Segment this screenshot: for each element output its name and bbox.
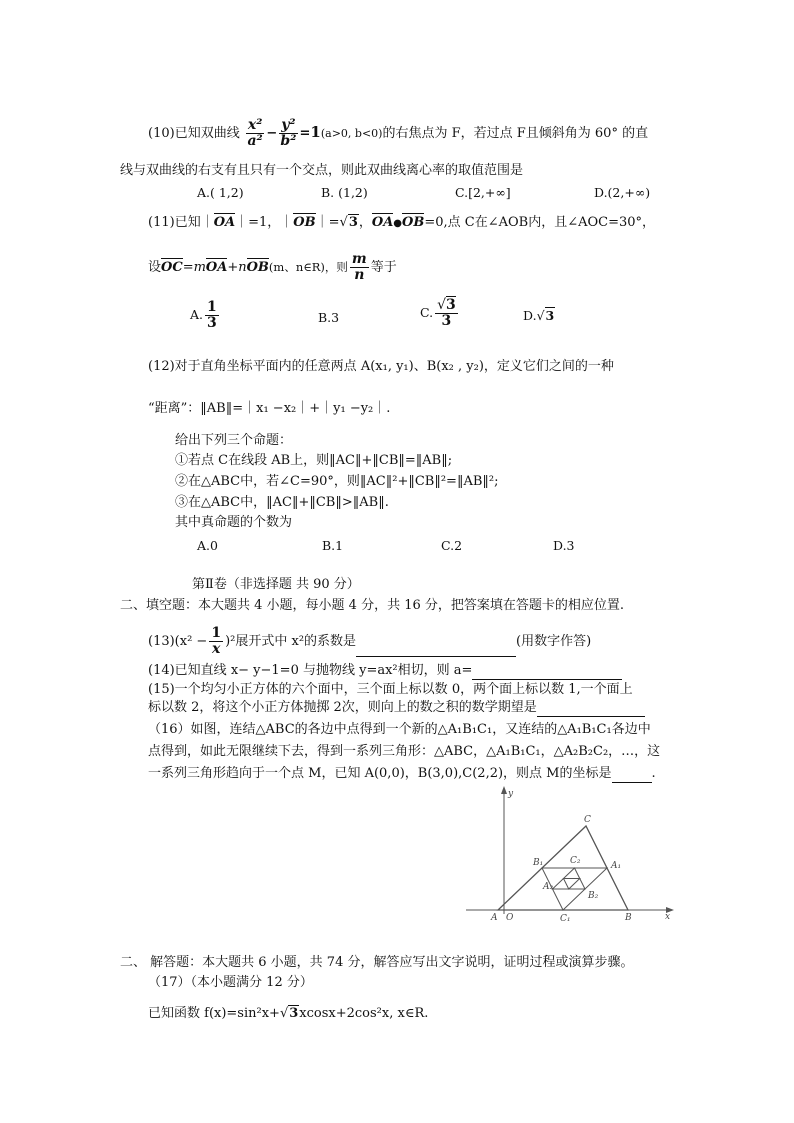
triangle-figure <box>462 786 682 926</box>
q13-line: (13)(x² − $\frac{1}{x}$ )²展开式中 x²的系数是 (用数字作答) <box>148 625 592 657</box>
q11-line1: (11)已知｜OA｜=1，｜OB｜=√3，OA●OB=0,点 C在∠AOB内，且∠AOC=30°， <box>148 215 656 230</box>
label-y: y <box>508 789 514 799</box>
label-c: C <box>584 815 591 825</box>
q16-line1: （16）如图，连结△ABC的各边中点得到一个新的△A₁B₁C₁，又连结的△A₁B₁C₁各边中 <box>148 722 651 737</box>
q10-option-c: C.[2,+∞] <box>455 185 511 200</box>
q10-line1: (10)已知双曲线 $\frac{\text{x²}}{\text{a²}}$ − $\frac{\text{y²}}{\text{b²}}$ =1(a>0, b<0)的右焦点为 F，若过点 F且倾斜角为 60° 的直 <box>148 117 649 149</box>
q10-line2: 线与双曲线的右支有且只有一个交点，则此双曲线离心率的取值范围是 <box>120 163 524 178</box>
q12-intro: 给出下列三个命题： <box>175 433 293 448</box>
label-a1: A₁ <box>611 861 622 871</box>
q16-answer-blank[interactable] <box>612 768 652 783</box>
q15-line2: 标以数 2，将这个小正方体抛掷 2次，则向上的数之积的数学期望是 <box>148 699 645 717</box>
label-a: A <box>491 913 498 923</box>
label-b2: B₂ <box>588 891 599 901</box>
q15-line1: (15)一个均匀小正方体的六个面中，三个面上标以数 0，两个面上标以数 1,一个面上 <box>148 682 633 697</box>
q12-option-c: C.2 <box>441 538 463 553</box>
label-c2: C₂ <box>570 856 581 866</box>
q10-fraction-x: $\frac{\text{x²}}{\text{a²}}$ <box>247 117 263 149</box>
label-b: B <box>625 913 632 923</box>
part2-title: 第Ⅱ卷（非选择题 共 90 分） <box>192 577 360 592</box>
q14-line: (14)已知直线 x− y−1=0 与抛物线 y=ax²相切，则 a= <box>148 662 622 680</box>
q10-fraction-y: $\frac{\text{y²}}{\text{b²}}$ <box>280 117 297 149</box>
q12-line2: “距离”：‖AB‖=｜x₁ −x₂｜+｜y₁ −y₂｜. <box>148 401 391 416</box>
q17-title: （17）（本小题满分 12 分） <box>148 975 313 990</box>
q11-option-c: C. $\frac{√3}{3}$ <box>420 297 456 329</box>
label-a2: A₂ <box>543 882 554 892</box>
q12-option-a: A.0 <box>197 538 218 553</box>
q15-answer-blank[interactable] <box>537 702 645 717</box>
label-o: O <box>506 913 514 923</box>
triangle-a3b3c3 <box>564 879 580 890</box>
q10-option-b: B. (1,2) <box>321 185 368 200</box>
q11-option-b: B.3 <box>318 310 340 325</box>
q17-function: 已知函数 f(x)=sin²x+√3xcosx+2cos²x, x∈R. <box>148 1006 429 1021</box>
fill-section-header: 二、填空题：本大题共 4 小题，每小题 4 分，共 16 分，把答案填在答题卡的相应位置. <box>120 598 625 613</box>
label-c1: C₁ <box>560 914 571 924</box>
q13-answer-blank[interactable] <box>356 642 516 657</box>
label-x: x <box>665 912 671 922</box>
q10-option-d: D.(2,+∞) <box>594 185 651 200</box>
q12-line1: (12)对于直角坐标平面内的任意两点 A(x₁, y₁)、B(x₂ , y₂)，定义它们之间的一种 <box>148 359 614 374</box>
q11-option-a: A. $\frac{1}{3}$ <box>190 299 217 331</box>
q12-option-d: D.3 <box>553 538 575 553</box>
q12-proposition-3: ③在△ABC中，‖AC‖+‖CB‖>‖AB‖. <box>175 495 389 510</box>
q12-proposition-1: ①若点 C在线段 AB上，则‖AC‖+‖CB‖=‖AB‖; <box>175 453 453 468</box>
q16-line3: 一系列三角形趋向于一个点 M，已知 A(0,0)，B(3,0),C(2,2)，则点 M的坐标是 . <box>148 766 656 781</box>
label-b1: B₁ <box>533 858 544 868</box>
q11-option-d: D.√3 <box>523 308 555 323</box>
q12-option-b: B.1 <box>322 538 344 553</box>
solve-section-header: 二、 解答题：本大题共 6 小题，共 74 分，解答应写出文字说明，证明过程或演算步骤。 <box>120 955 634 970</box>
q12-proposition-2: ②在△ABC中，若∠C=90°，则‖AC‖²+‖CB‖²=‖AB‖²; <box>175 474 499 489</box>
q16-line2: 点得到，如此无限继续下去，得到一系列三角形：△ABC，△A₁B₁C₁，△A₂B₂C₂，…，这 <box>148 744 661 759</box>
q10-option-a: A.( 1,2) <box>197 185 244 200</box>
q14-answer-blank[interactable] <box>472 665 622 680</box>
q12-ask: 其中真命题的个数为 <box>175 515 293 530</box>
q11-line2: 设OC=mOA+nOB(m、n∈R)，则 $\frac{m}{n}$ 等于 <box>148 251 397 283</box>
